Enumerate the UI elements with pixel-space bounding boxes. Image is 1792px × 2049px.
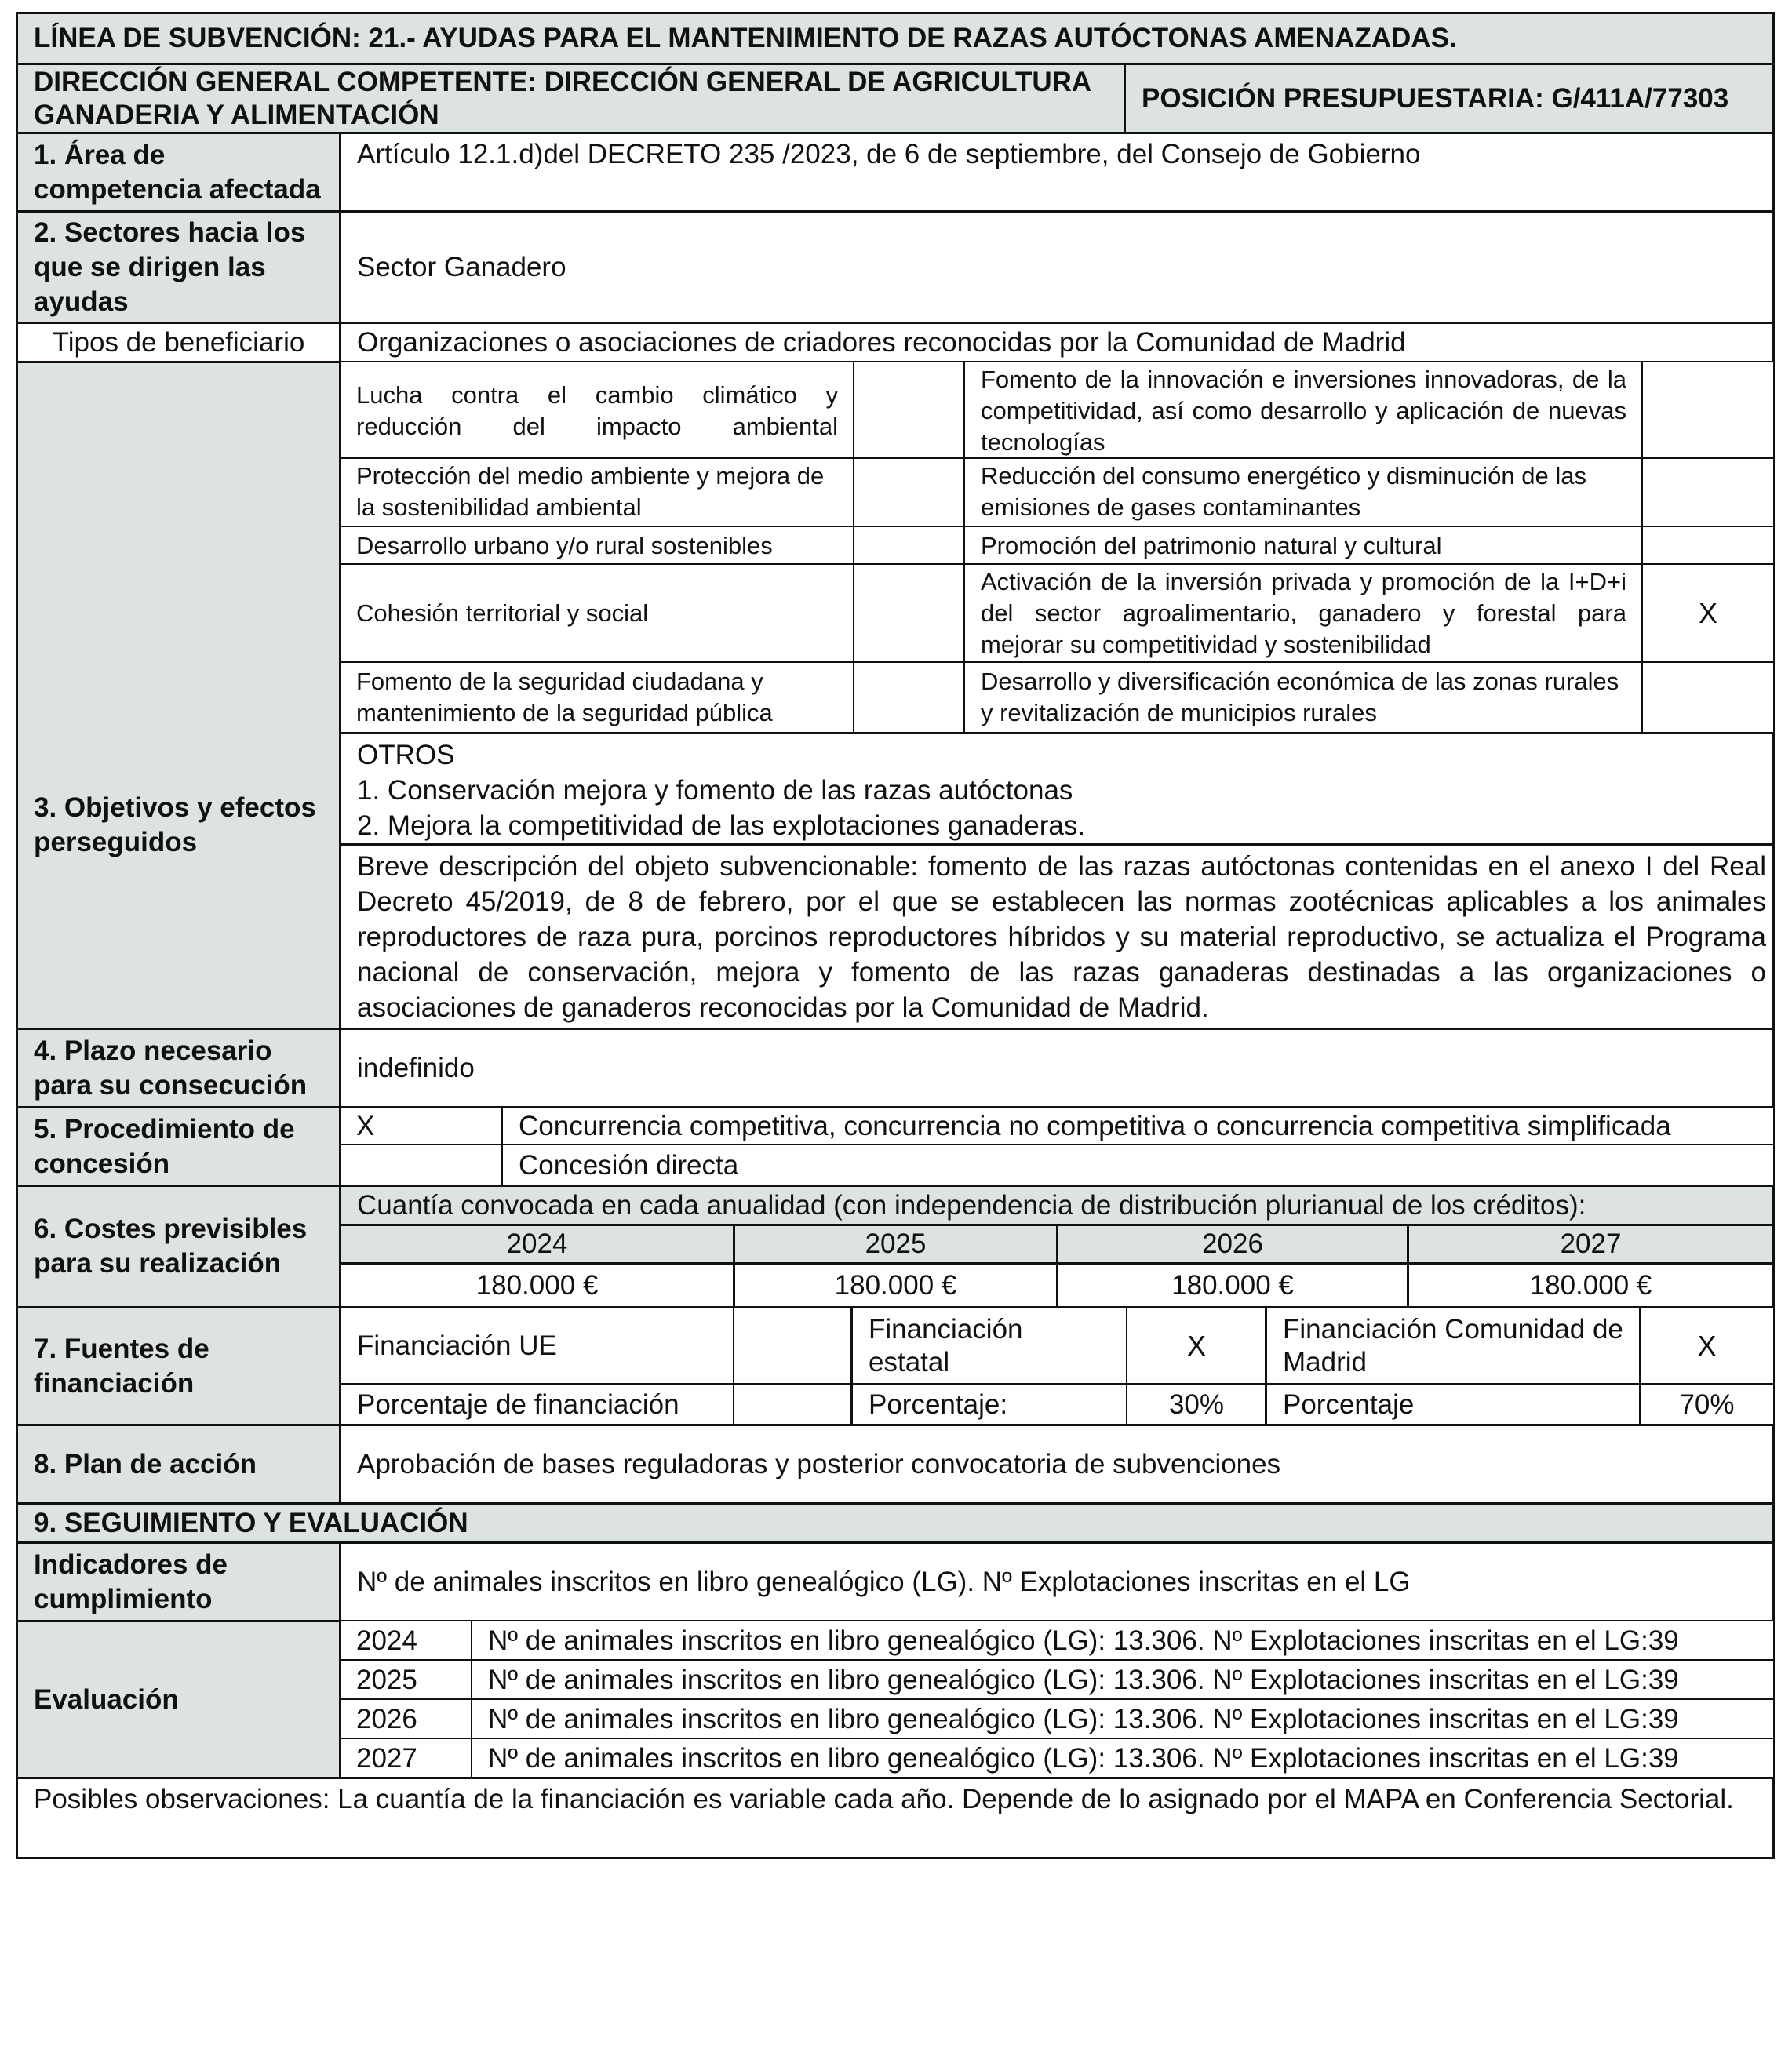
objetivo-checkbox[interactable] [1641,526,1775,566]
objetivos-otros [339,732,1775,846]
objetivo-item-left: Lucha contra el cambio climático y reducción del impacto ambiental [339,361,855,460]
evaluacion-year: 2025 [339,1659,473,1701]
objetivo-checkbox[interactable] [853,563,966,664]
objetivo-item-right: Fomento de la innovación e inversiones innovadoras, de la competitividad, así como desarrollo y aplicación de nuevas tecnologías [963,361,1644,460]
objeto-descripcion: Breve descripción del objeto subvencionable: fomento de las razas autóctonas contenidas en el anexo I del Real Decreto 45/2019, de 8 de febrero, por el que se establecen las normas zootécnicas aplicables a los animales reproductores de raza pura, porcinos reproductores híbridos y su material reproductivo, se actualiza el Programa nacional de conservación, mejora y fomento de las razas ganaderas destinadas a las organizaciones o asociaciones de ganaderos reconocidas por la Comunidad de Madrid. [339,843,1775,1030]
observaciones: Posibles observaciones: La cuantía de la financiación es variable cada año. Depende de lo asignado por el MAPA en Conferencia Sectorial. [16,1777,1775,1859]
objetivo-item-left: Desarrollo urbano y/o rural sostenibles [339,526,855,566]
procedimiento-checkbox[interactable] [339,1144,504,1187]
objetivo-checkbox[interactable] [853,457,966,528]
estatal-pct-value: 30% [1126,1383,1267,1426]
evaluacion-year: 2024 [339,1620,473,1661]
objetivo-checkbox[interactable] [1641,361,1775,460]
objetivo-item-left: Cohesión territorial y social [339,563,855,664]
posicion-presupuestaria: POSICIÓN PRESUPUESTARIA: G/411A/77303 [1124,63,1775,134]
sectores-value: Sector Ganadero [339,210,1775,324]
evaluacion-text: Nº de animales inscritos en libro genealógico (LG): 13.306. Nº Explotaciones inscritas en el LG:39 [471,1659,1775,1701]
beneficiarios-value: Organizaciones o asociaciones de criadores reconocidas por la Comunidad de Madrid [339,322,1775,363]
plan-value: Aprobación de bases reguladoras y posterior convocatoria de subvenciones [339,1424,1775,1505]
ue-pct-value [733,1383,853,1426]
linea-subvencion-title: LÍNEA DE SUBVENCIÓN: 21.- AYUDAS PARA EL MANTENIMIENTO DE RAZAS AUTÓCTONAS AMENAZADAS. [16,12,1775,65]
cost-amount: 180.000 € [339,1262,735,1308]
cost-year: 2027 [1407,1224,1775,1265]
objetivos-label: 3. Objetivos y efectos perseguidos [16,361,341,1030]
cost-year: 2026 [1056,1224,1409,1265]
plazo-label: 4. Plazo necesario para su consecución [16,1028,341,1108]
evaluacion-year: 2026 [339,1698,473,1740]
ue-label: Financiación UE [339,1306,735,1385]
cost-amount: 180.000 € [1407,1262,1775,1308]
objetivo-item-left: Protección del medio ambiente y mejora de la sostenibilidad ambiental [339,457,855,528]
procedimiento-option: Concurrencia competitiva, concurrencia no competitiva o concurrencia competitiva simplificada [501,1106,1775,1146]
evaluacion-text: Nº de animales inscritos en libro genealógico (LG): 13.306. Nº Explotaciones inscritas en el LG:39 [471,1738,1775,1779]
cost-amount: 180.000 € [733,1262,1058,1308]
cm-checkbox-checked[interactable]: X [1639,1306,1775,1385]
estatal-label: Financiación estatal [850,1306,1128,1385]
ue-checkbox[interactable] [733,1306,853,1385]
objetivo-item-right: Promoción del patrimonio natural y cultural [963,526,1644,566]
cm-pct-label: Porcentaje [1265,1383,1641,1426]
fuentes-label: 7. Fuentes de financiación [16,1306,341,1426]
costes-caption: Cuantía convocada en cada anualidad (con independencia de distribución plurianual de los créditos): [339,1185,1775,1226]
cm-label: Financiación Comunidad de Madrid [1265,1306,1641,1385]
cost-year: 2025 [733,1224,1058,1265]
objetivo-checkbox[interactable] [853,526,966,566]
otros-item: 2. Mejora la competitividad de las explotaciones ganaderas. [357,810,1086,841]
plazo-value: indefinido [339,1028,1775,1108]
estatal-checkbox-checked[interactable]: X [1126,1306,1267,1385]
direccion-general: DIRECCIÓN GENERAL COMPETENTE: DIRECCIÓN GENERAL DE AGRICULTURA GANADERIA Y ALIMENTACIÓN [16,63,1126,134]
cm-pct-value: 70% [1639,1383,1775,1426]
ue-pct-label: Porcentaje de financiación [339,1383,735,1426]
evaluacion-text: Nº de animales inscritos en libro genealógico (LG): 13.306. Nº Explotaciones inscritas en el LG:39 [471,1620,1775,1661]
costes-label: 6. Costes previsibles para su realización [16,1185,341,1308]
procedimiento-checkbox-checked[interactable]: X [339,1106,504,1146]
evaluacion-label: Evaluación [16,1620,341,1779]
plan-label: 8. Plan de acción [16,1424,341,1505]
objetivo-item-right: Activación de la inversión privada y promoción de la I+D+i del sector agroalimentario, ganadero y forestal para mejorar su competitividad y sostenibilidad [963,563,1644,664]
objetivo-item-right: Reducción del consumo energético y disminución de las emisiones de gases contaminantes [963,457,1644,528]
evaluacion-text: Nº de animales inscritos en libro genealógico (LG): 13.306. Nº Explotaciones inscritas en el LG:39 [471,1698,1775,1740]
sectores-label: 2. Sectores hacia los que se dirigen las ayudas [16,210,341,324]
estatal-pct-label: Porcentaje: [850,1383,1128,1426]
area-value: Artículo 12.1.d)del DECRETO 235 /2023, de 6 de septiembre, del Consejo de Gobierno [339,132,1775,213]
cost-year: 2024 [339,1224,735,1265]
objetivo-checkbox-checked[interactable]: X [1641,563,1775,664]
seguimiento-title: 9. SEGUIMIENTO Y EVALUACIÓN [16,1502,1775,1544]
otros-item: 1. Conservación mejora y fomento de las razas autóctonas [357,775,1073,806]
objetivo-checkbox[interactable] [853,361,966,460]
objetivo-checkbox[interactable] [853,661,966,734]
procedimiento-label: 5. Procedimiento de concesión [16,1106,341,1187]
evaluacion-year: 2027 [339,1738,473,1779]
procedimiento-option: Concesión directa [501,1144,1775,1187]
otros-title: OTROS [357,740,455,770]
indicadores-value: Nº de animales inscritos en libro genealógico (LG). Nº Explotaciones inscritas en el LG [339,1541,1775,1622]
objetivo-checkbox[interactable] [1641,661,1775,734]
cost-amount: 180.000 € [1056,1262,1409,1308]
objetivo-item-left: Fomento de la seguridad ciudadana y mantenimiento de la seguridad pública [339,661,855,734]
objetivo-checkbox[interactable] [1641,457,1775,528]
indicadores-label: Indicadores de cumplimiento [16,1541,341,1622]
beneficiarios-label: Tipos de beneficiario [16,322,341,363]
objetivo-item-right: Desarrollo y diversificación económica de las zonas rurales y revitalización de municipios rurales [963,661,1644,734]
area-label: 1. Área de competencia afectada [16,132,341,213]
